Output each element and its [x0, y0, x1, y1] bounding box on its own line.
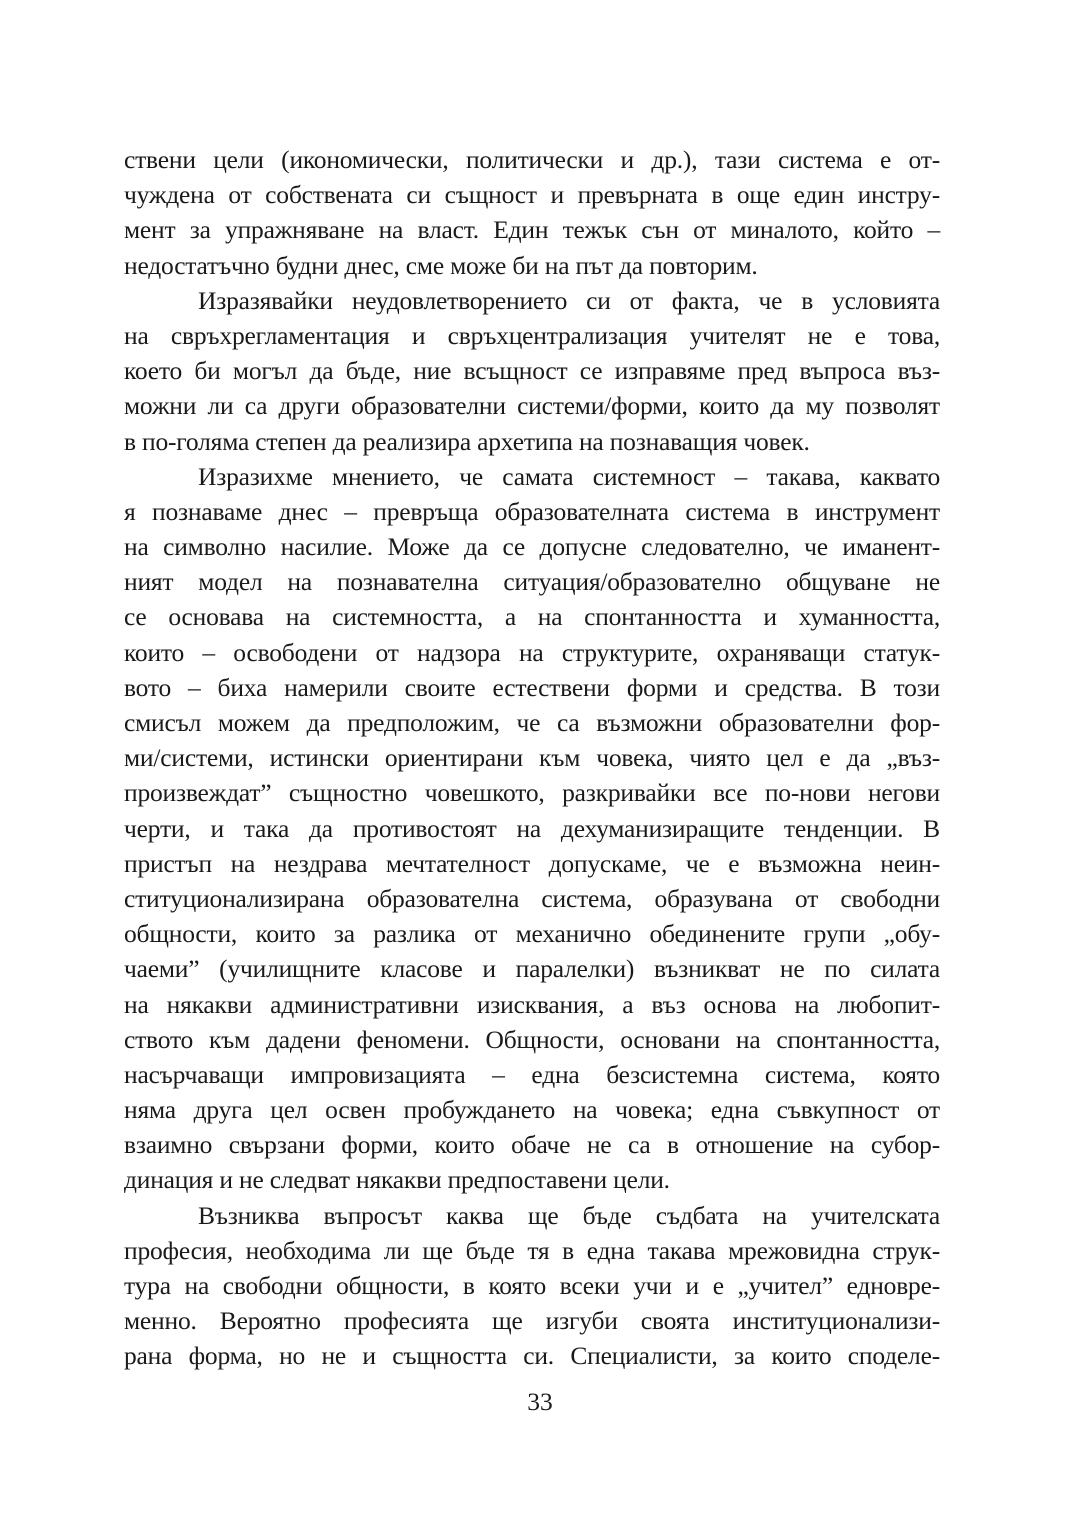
- text-line: черти, и така да противостоят на дехуманизиращите тенденции. В: [124, 813, 940, 843]
- text-line: взаимно свързани форми, които обаче не са в отношение на субор-: [124, 1130, 940, 1160]
- text-line: ството към дадени феномени. Общности, основани на спонтанността,: [124, 1024, 940, 1054]
- text-line: ствени цели (икономически, политически и др.), тази система е от-: [124, 145, 940, 174]
- text-line: динация и не следват някакви предпоставени цели.: [124, 1165, 670, 1195]
- text-line: няма друга цел освен пробуждането на човека; една съвкупност от: [124, 1095, 940, 1125]
- text-line: Изразихме мнението, че самата системност – такава, каквато: [198, 461, 940, 491]
- text-line: чаеми” (училищните класове и паралелки) възникват не по силата: [124, 954, 940, 984]
- text-line: чуждена от собствената си същност и превърната в още един инстру-: [124, 180, 940, 210]
- text-line: произвеждат” същностно човешкото, разкривайки все по-нови негови: [124, 778, 940, 808]
- text-line: вото – биха намерили своите естествени форми и средства. В този: [124, 672, 940, 702]
- text-line: можни ли са други образователни системи/форми, които да му позволят: [124, 391, 940, 421]
- text-line: ми/системи, истински ориентирани към човека, чиято цел е да „въз-: [124, 743, 940, 773]
- page-number: 33: [527, 1387, 553, 1416]
- text-line: ният модел на познавателна ситуация/образователно общуване не: [124, 567, 940, 597]
- text-line: я познаваме днес – превръща образователната система в инструмент: [124, 496, 940, 526]
- body-text: [124, 142, 940, 1374]
- text-line: менно. Вероятно професията ще изгуби своята институционализи-: [124, 1306, 940, 1336]
- text-line: Изразявайки неудовлетворението си от факта, че в условията: [198, 285, 940, 315]
- text-line: в по-голяма степен да реализира архетипа на познаващия човек.: [124, 426, 810, 456]
- text-line: общности, които за разлика от механично обединените групи „обу-: [124, 919, 940, 949]
- text-line: на свръхрегламентация и свръхцентрализация учителят не е това,: [124, 320, 940, 350]
- text-line: ституционализирана образователна система, образувана от свободни: [124, 883, 940, 913]
- text-line: рана форма, но не и същността си. Специалисти, за които споделе-: [124, 1341, 940, 1371]
- text-line: пристъп на нездрава мечтателност допускаме, че е възможна неин-: [124, 848, 940, 878]
- text-line: смисъл можем да предположим, че са възможни образователни фор-: [124, 708, 940, 737]
- text-line: на символно насилие. Може да се допусне следователно, че иманент-: [124, 532, 940, 562]
- text-line: професия, необходима ли ще бъде тя в една такава мрежовидна струк-: [124, 1235, 940, 1265]
- text-line: които – освободени от надзора на структурите, охраняващи статук-: [124, 637, 940, 667]
- text-line: недостатъчно будни днес, сме може би на път да повторим.: [124, 250, 758, 280]
- text-line: което би могъл да бъде, ние всъщност се изправяме пред въпроса въз-: [124, 356, 940, 386]
- text-line: мент за упражняване на власт. Един тежък сън от миналото, който –: [124, 215, 940, 245]
- text-line: Възниква въпросът каква ще бъде съдбата на учителската: [198, 1200, 940, 1230]
- text-line: тура на свободни общности, в която всеки учи и е „учител” едновре-: [124, 1271, 940, 1300]
- text-line: насърчаващи импровизацията – една безсистемна система, която: [124, 1059, 940, 1089]
- text-line: се основава на системността, а на спонтанността и хуманността,: [124, 602, 940, 632]
- text-line: на някакви административни изисквания, а въз основа на любопит-: [124, 989, 940, 1019]
